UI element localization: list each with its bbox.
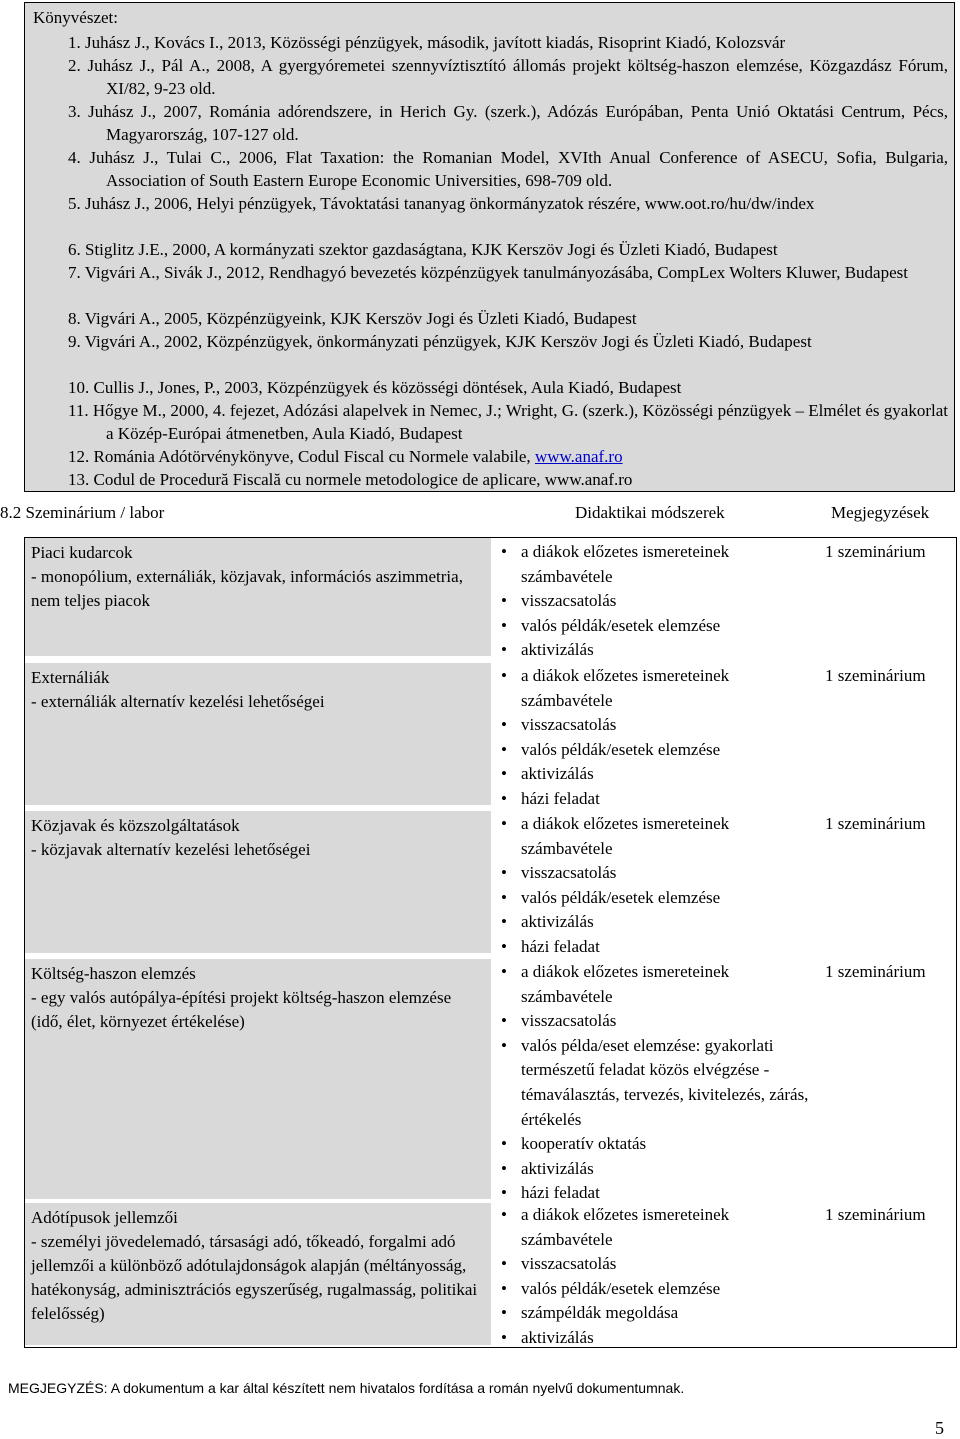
reference-text: 9. Vigvári A., 2002, Közpénzügyek, önkormányzati pénzügyek, KJK Kerszöv Jogi és Üzleti Kiadó, Budapest [68, 332, 812, 351]
reference-item [68, 100, 948, 146]
bibliography-box [24, 2, 955, 492]
reference-item [68, 330, 948, 353]
method-item: • valós példák/esetek elemzése [501, 1277, 821, 1302]
method-item: • házi feladat [501, 1181, 821, 1206]
note-cell: 1 szeminárium [825, 1205, 926, 1224]
method-item: • valós példa/eset elemzése: gyakorlati természetű feladat közös elvégzése - témaválasztás, tervezés, kivitelezés, zárás, értékelés [501, 1034, 821, 1132]
method-item: • a diákok előzetes ismereteinek számbavétele [501, 812, 821, 861]
topic-body: - egy valós autópálya-építési projekt költség-haszon elemzése (idő, élet, környezet értékelése) [31, 988, 452, 1031]
topic-cell [25, 1203, 491, 1345]
reference-text: 4. Juhász J., Tulai C., 2006, Flat Taxation: the Romanian Model, XVIth Anual Conference of ASECU, Sofia, Bulgaria, Association of South Eastern Europe Economic Universities, 698-709 old. [68, 148, 948, 190]
method-item: • aktivizálás [501, 762, 821, 787]
method-item: • kooperatív oktatás [501, 1132, 821, 1157]
method-item: • a diákok előzetes ismereteinek számbavétele [501, 1203, 821, 1252]
topic-title: Externáliák [31, 668, 110, 687]
reference-item [68, 399, 948, 445]
method-list [501, 812, 821, 960]
reference-text: 3. Juhász J., 2007, Románia adórendszere, in Herich Gy. (szerk.), Adózás Európában, Penta Unió Oktatási Centrum, Pécs, Magyarország, 107-127 old. [68, 102, 948, 144]
topic-title: Költség-haszon elemzés [31, 964, 196, 983]
reference-item [68, 261, 948, 284]
note-cell: 1 szeminárium [825, 666, 926, 685]
method-item: • visszacsatolás [501, 1009, 821, 1034]
method-item: • visszacsatolás [501, 861, 821, 886]
bibliography-title: Könyvészet: [33, 8, 118, 27]
method-item: • aktivizálás [501, 1157, 821, 1182]
topic-body: - monopólium, externáliák, közjavak, információs aszimmetria, nem teljes piacok [31, 567, 463, 610]
reference-text: 12. Románia Adótörvénykönyve, Codul Fiscal cu Normele valabile, [68, 447, 535, 466]
reference-text: 2. Juhász J., Pál A., 2008, A gyergyóremetei szennyvíztisztító állomás projekt költség-haszon elemzése, Közgazdász Fórum, XI/82, 9-23 old. [68, 56, 948, 98]
reference-text: 5. Juhász J., 2006, Helyi pénzügyek, Távoktatási tananyag önkormányzatok részére, www.oot.ro/hu/dw/index [68, 194, 815, 213]
note-cell: 1 szeminárium [825, 962, 926, 981]
method-item: • visszacsatolás [501, 1252, 821, 1277]
method-list [501, 664, 821, 812]
reference-text: 7. Vigvári A., Sivák J., 2012, Rendhagyó bevezetés közpénzügyek tanulmányozásába, CompLex Wolters Kluwer, Budapest [68, 263, 908, 282]
methods-header: Didaktikai módszerek [575, 503, 725, 522]
method-item: • számpéldák megoldása [501, 1301, 821, 1326]
method-item: • a diákok előzetes ismereteinek számbavétele [501, 664, 821, 713]
reference-item [68, 146, 948, 192]
anaf-link[interactable]: www.anaf.ro [534, 447, 623, 466]
topic-title: Közjavak és közszolgáltatások [31, 816, 240, 835]
reference-item: 6. Stiglitz J.E., 2000, A kormányzati szektor gazdaságtana, KJK Kerszöv Jogi és Üzleti Kiadó, Budapest [68, 240, 778, 259]
notes-header: Megjegyzések [831, 503, 930, 522]
topic-body: - externáliák alternatív kezelési lehetőségei [31, 692, 325, 711]
footer-note: MEGJEGYZÉS: A dokumentum a kar által készített nem hivatalos fordítása a román nyelvű dokumentumnak. [8, 1380, 685, 1396]
method-list [501, 1203, 821, 1351]
method-item: • házi feladat [501, 787, 821, 812]
method-item: • visszacsatolás [501, 589, 821, 614]
reference-item [68, 54, 948, 100]
topic-cell [25, 811, 491, 953]
method-list [501, 960, 821, 1206]
topic-title: Adótípusok jellemzői [31, 1208, 178, 1227]
topic-cell [25, 538, 491, 656]
method-item: • valós példák/esetek elemzése [501, 886, 821, 911]
topic-body: - személyi jövedelemadó, társasági adó, tőkeadó, forgalmi adó jellemzői a különböző adótulajdonságok alapján (méltányosság, hatékonyság, adminisztrációs egyszerűség, rugalmasság, politikai felelősség) [31, 1232, 478, 1323]
reference-item: 10. Cullis J., Jones, P., 2003, Közpénzügyek és közösségi döntések, Aula Kiadó, Budapest [68, 378, 682, 397]
seminar-table [24, 537, 957, 1348]
note-cell: 1 szeminárium [825, 814, 926, 833]
topic-cell [25, 959, 491, 1199]
reference-item: 8. Vigvári A., 2005, Közpénzügyeink, KJK Kerszöv Jogi és Üzleti Kiadó, Budapest [68, 309, 637, 328]
method-item: • házi feladat [501, 935, 821, 960]
topic-cell [25, 663, 491, 805]
method-item: • a diákok előzetes ismereteinek számbavétele [501, 540, 821, 589]
reference-item [68, 445, 623, 468]
reference-item: 1. Juhász J., Kovács I., 2013, Közösségi pénzügyek, második, javított kiadás, Risoprint Kiadó, Kolozsvár [68, 33, 786, 52]
seminar-header [0, 503, 960, 527]
method-list [501, 540, 821, 663]
reference-item: 13. Codul de Procedură Fiscală cu normele metodologice de aplicare, www.anaf.ro [68, 470, 633, 489]
seminar-header-title: 8.2 Szeminárium / labor [0, 503, 165, 522]
topic-column [25, 538, 495, 1347]
reference-item [68, 192, 948, 215]
topic-body: - közjavak alternatív kezelési lehetőségei [31, 840, 311, 859]
methods-column [501, 538, 821, 1347]
method-item: • aktivizálás [501, 638, 821, 663]
method-item: • aktivizálás [501, 910, 821, 935]
method-item: • aktivizálás [501, 1326, 821, 1351]
page-number: 5 [935, 1418, 944, 1438]
topic-title: Piaci kudarcok [31, 543, 133, 562]
reference-text: 11. Hőgye M., 2000, 4. fejezet, Adózási alapelvek in Nemec, J.; Wright, G. (szerk.), Közösségi pénzügyek – Elmélet és gyakorlat a Közép-Európai átmenetben, Aula Kiadó, Budapest [68, 401, 948, 443]
note-cell: 1 szeminárium [825, 542, 926, 561]
method-item: • visszacsatolás [501, 713, 821, 738]
method-item: • valós példák/esetek elemzése [501, 738, 821, 763]
method-item: • a diákok előzetes ismereteinek számbavétele [501, 960, 821, 1009]
method-item: • valós példák/esetek elemzése [501, 614, 821, 639]
